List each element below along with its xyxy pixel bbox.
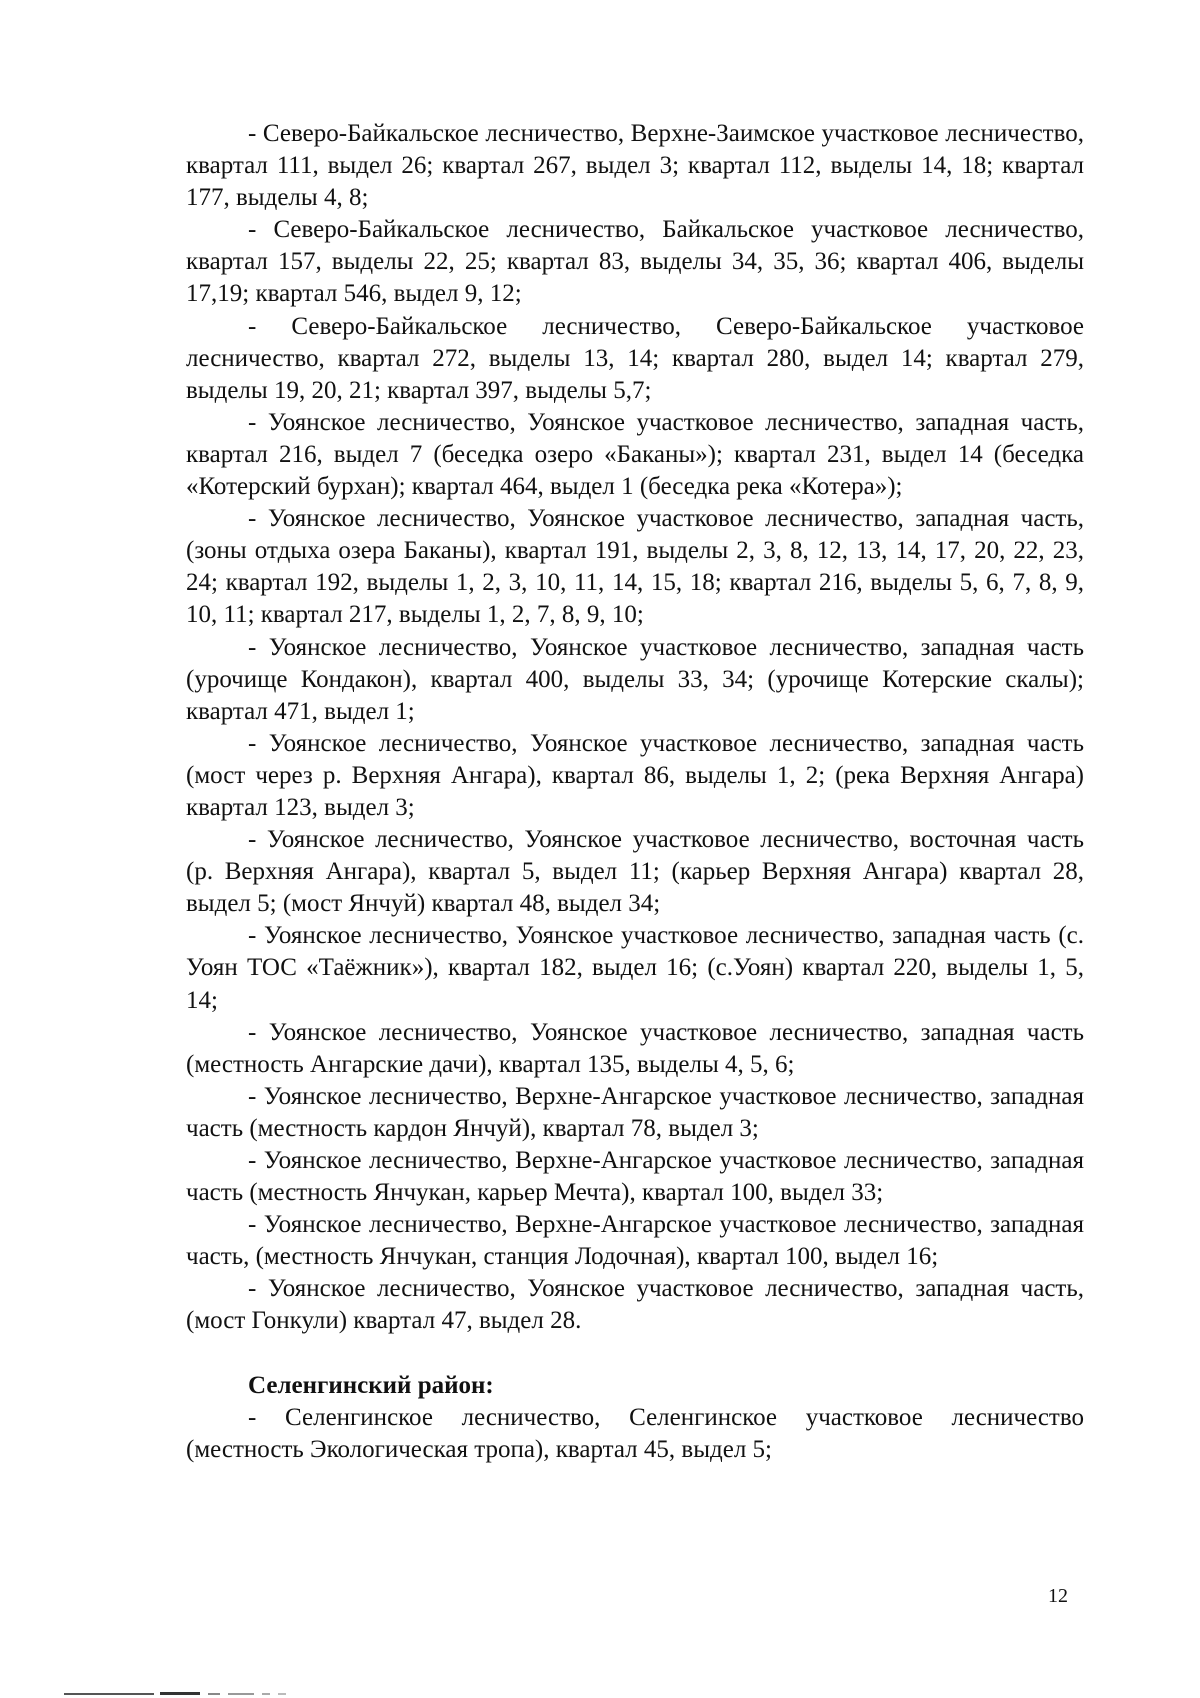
list-item: - Уоянское лесничество, Уоянское участковое лесничество, западная часть (мост через р. Верхняя Ангара), квартал 86, выделы 1, 2; (река Верхняя Ангара) квартал 123, выдел 3;	[186, 729, 1084, 821]
page-body	[186, 118, 1084, 1466]
section-heading: Селенгинский район:	[248, 1371, 494, 1399]
list-item: - Уоянское лесничество, Уоянское участковое лесничество, восточная часть (р. Верхняя Ангара), квартал 5, выдел 11; (карьер Верхняя Ангара) квартал 28, выдел 5; (мост Янчуй) квартал 48, выдел 34;	[186, 826, 1084, 918]
list-item: - Уоянское лесничество, Уоянское участковое лесничество, западная часть, (зоны отдыха озера Баканы), квартал 191, выделы 2, 3, 8, 12, 13, 14, 17, 20, 22, 23, 24; квартал 192, выделы 1, 2, 3, 10, 11, 14, 15, 18; квартал 216, выделы 5, 6, 7, 8, 9, 10, 11; квартал 217, выделы 1, 2, 7, 8, 9, 10;	[186, 505, 1084, 629]
list-item: - Северо-Байкальское лесничество, Северо-Байкальское участковое лесничество, квартал 272, выделы 13, 14; квартал 280, выдел 14; квартал 279, выделы 19, 20, 21; квартал 397, выделы 5,7;	[186, 312, 1084, 404]
list-item: - Уоянское лесничество, Уоянское участковое лесничество, западная часть (местность Ангарские дачи), квартал 135, выделы 4, 5, 6;	[186, 1018, 1084, 1078]
list-item: - Уоянское лесничество, Уоянское участковое лесничество, западная часть, (мост Гонкули) квартал 47, выдел 28.	[186, 1275, 1084, 1335]
page-number: 12	[1048, 1585, 1068, 1607]
scan-artifact-line	[262, 1693, 270, 1695]
list-item: - Уоянское лесничество, Верхне-Ангарское участковое лесничество, западная часть (местность Янчукан, карьер Мечта), квартал 100, выдел 33;	[186, 1147, 1084, 1207]
list-item: - Уоянское лесничество, Уоянское участковое лесничество, западная часть (с. Уоян ТОС «Таёжник»), квартал 182, выдел 16; (с.Уоян) квартал 220, выделы 1, 5, 14;	[186, 922, 1084, 1014]
list-item: - Уоянское лесничество, Уоянское участковое лесничество, западная часть, квартал 216, выдел 7 (беседка озеро «Баканы»); квартал 231, выдел 14 (беседка «Котерский бурхан); квартал 464, выдел 1 (беседка река «Котера»);	[186, 408, 1084, 501]
scan-artifact-line	[208, 1693, 220, 1695]
list-item: - Уоянское лесничество, Уоянское участковое лесничество, западная часть (урочище Кондакон), квартал 400, выделы 33, 34; (урочище Котерские скалы); квартал 471, выдел 1;	[186, 633, 1084, 725]
list-item: - Северо-Байкальское лесничество, Верхне-Заимское участковое лесничество, квартал 111, выдел 26; квартал 267, выдел 3; квартал 112, выделы 14, 18; квартал 177, выделы 4, 8;	[186, 120, 1084, 212]
list-item: - Уоянское лесничество, Верхне-Ангарское участковое лесничество, западная часть (местность кардон Янчуй), квартал 78, выдел 3;	[186, 1082, 1084, 1142]
list-item: - Уоянское лесничество, Верхне-Ангарское участковое лесничество, западная часть, (местность Янчукан, станция Лодочная), квартал 100, выдел 16;	[186, 1211, 1084, 1271]
list-item: - Северо-Байкальское лесничество, Байкальское участковое лесничество, квартал 157, выделы 22, 25; квартал 83, выделы 34, 35, 36; квартал 406, выделы 17,19; квартал 546, выдел 9, 12;	[186, 216, 1084, 308]
list-item: - Селенгинское лесничество, Селенгинское участковое лесничество (местность Экологическая тропа), квартал 45, выдел 5;	[186, 1403, 1084, 1463]
scan-artifact-line	[278, 1693, 286, 1695]
scan-artifact-line	[228, 1693, 254, 1695]
scan-artifact-line	[160, 1692, 200, 1695]
scan-artifact-line	[64, 1693, 154, 1695]
